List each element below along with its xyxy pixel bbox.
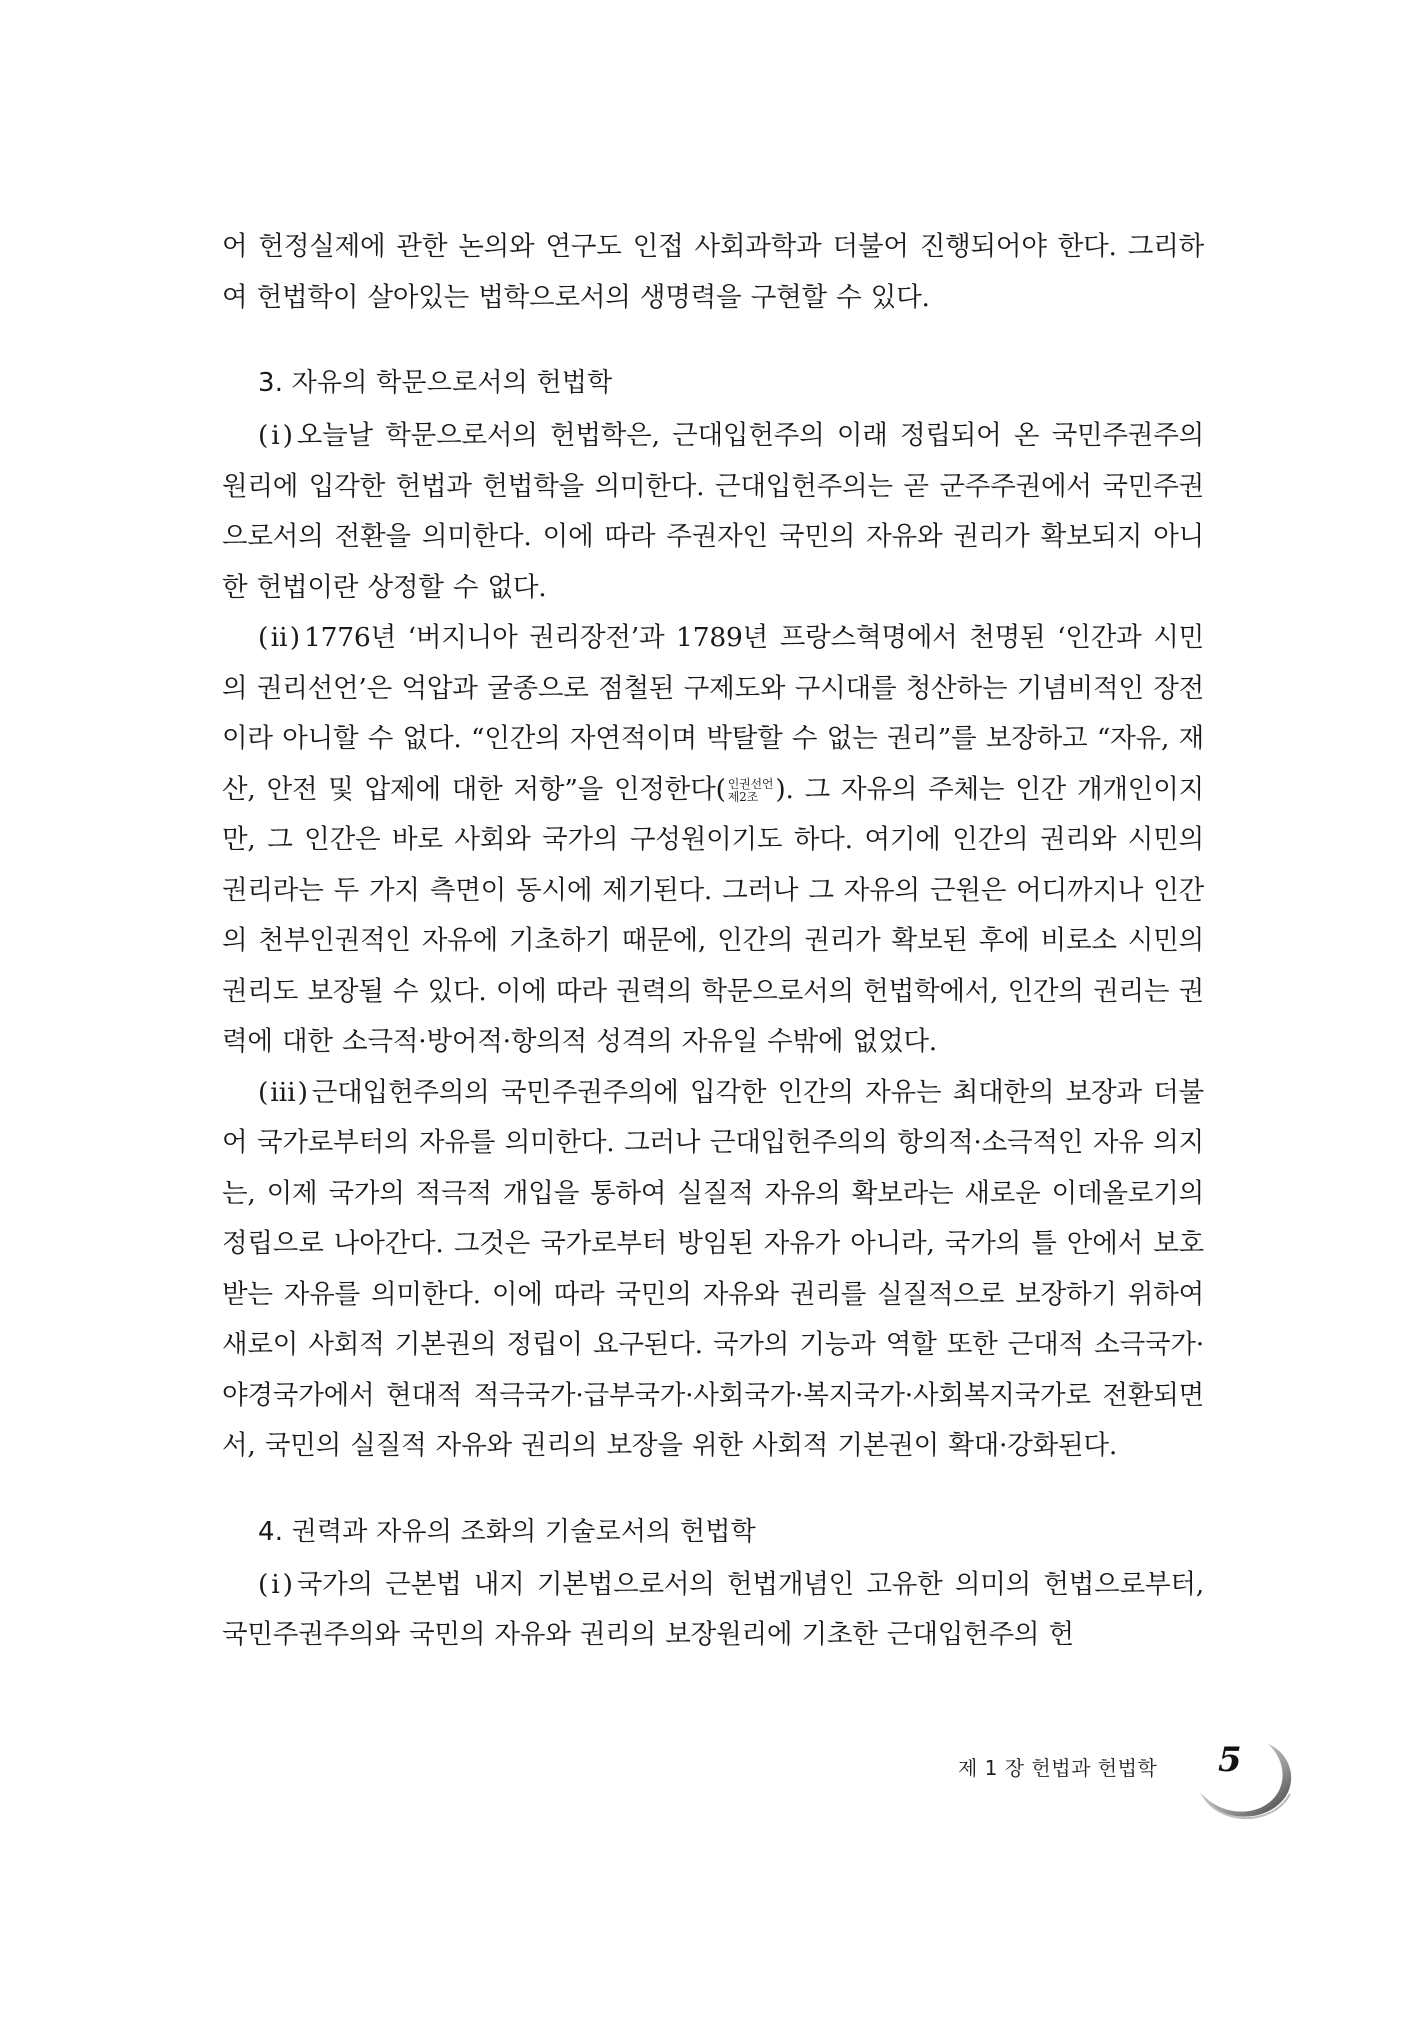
page-number-badge [1196, 1730, 1306, 1840]
item-number: (ⅱ) [258, 622, 300, 653]
page-body [222, 222, 1204, 1661]
paragraph-text: 오늘날 학문으로서의 헌법학은, 근대입헌주의 이래 정립되어 온 국민주권주의 원리에 입각한 헌법과 헌법학을 의미한다. 근대입헌주의는 곧 군주주권에서 국민주권으로서의 전환을 의미한다. 이에 따라 주권자인 국민의 자유와 권리가 확보되지 아니한 헌법이란 상정할 수 없다. [222, 420, 1204, 603]
item-number: (ⅰ) [258, 1568, 293, 1600]
paragraph-continuation: 어 헌정실제에 관한 논의와 연구도 인접 사회과학과 더불어 진행되어야 한다. 그리하여 헌법학이 살아있는 법학으로서의 생명력을 구현할 수 있다. [222, 231, 1204, 313]
paragraph-text: 국가의 근본법 내지 기본법으로서의 헌법개념인 고유한 의미의 헌법으로부터, 국민주권주의와 국민의 자유와 권리의 보장원리에 기초한 근대입헌주의 헌 [222, 1568, 1204, 1650]
paragraph-4-i [222, 1560, 1204, 1661]
paragraph-text: . 그 자유의 주체는 인간 개개인이지만, 그 인간은 바로 사회와 국가의 구성원이기도 하다. 여기에 인간의 권리와 시민의 권리라는 두 가지 측면이 동시에 제기된다. 그러나 그 자유의 근원은 어디까지나 인간의 천부인권적인 자유에 기초하기 때문에, 인간의 권리가 확보된 후에 비로소 시민의 권리도 보장될 수 있다. 이에 따라 권력의 학문으로서의 헌법학에서, 인간의 권리는 권력에 대한 소극적·방어적·항의적 성격의 자유일 수밖에 없었다. [222, 773, 1204, 1057]
paragraph-3-i [222, 411, 1204, 613]
item-number: (ⅰ) [258, 420, 293, 451]
paragraph-3-iii [222, 1068, 1204, 1472]
page-swirl-icon [1196, 1730, 1306, 1840]
reference-top: 인권선언 [727, 776, 774, 791]
inline-reference [728, 778, 774, 804]
paragraph-text: 1776년 ‘버지니아 권리장전’과 1789년 프랑스혁명에서 천명된 ‘인간과 시민의 권리선언’은 억압과 굴종으로 점철된 구제도와 구시대를 청산하는 기념비적인 장전이라 아니할 수 없다. “인간의 자연적이며 박탈할 수 없는 권리”를 보장하고 “자유, 재산, 안전 및 압제에 대한 저항”을 인정한다 [222, 622, 1204, 805]
paragraph-3-ii: (ⅱ) 1776년 ‘버지니아 권리장전’과 1789년 프랑스혁명에서 천명된 ‘인간과 시민의 권리선언’은 억압과 굴종으로 점철된 구제도와 구시대를 청산하는 기념비적인 장전이라 아니할 수 없다. “인간의 자연적이며 박탈할 수 없는 권리”를 보장하고 “자유, 재산, 안전 및 압제에 대한 저항”을 인정한다( 인권선언 제2조 ). 그 자유의 주체는 인간 개개인이지만, 그 인간은 바로 사회와 국가의 구성원이기도 하다. 여기에 인간의 권리와 시민의 권리라는 두 가지 측면이 동시에 제기된다. 그러나 그 자유의 근원은 어디까지나 인간의 천부인권적인 자유에 기초하기 때문에, 인간의 권리가 확보된 후에 비로소 시민의 권리도 보장될 수 있다. 이에 따라 권력의 학문으로서의 헌법학에서, 인간의 권리는 권력에 대한 소극적·방어적·항의적 성격의 자유일 수밖에 없었다. [222, 622, 1204, 1057]
reference-bottom: 제2조 [727, 789, 758, 804]
paragraph-text: 근대입헌주의의 국민주권주의에 입각한 인간의 자유는 최대한의 보장과 더불어 국가로부터의 자유를 의미한다. 그러나 근대입헌주의의 항의적·소극적인 자유 의지는, 이제 국가의 적극적 개입을 통하여 실질적 자유의 확보라는 새로운 이데올로기의 정립으로 나아간다. 그것은 국가로부터 방임된 자유가 아니라, 국가의 틀 안에서 보호받는 자유를 의미한다. 이에 따라 국민의 자유와 권리를 실질적으로 보장하기 위하여 새로이 사회적 기본권의 정립이 요구된다. 국가의 기능과 역할 또한 근대적 소극국가·야경국가에서 현대적 적극국가·급부국가·사회국가·복지국가·사회복지국가로 전환되면서, 국민의 실질적 자유와 권리의 보장을 위한 사회적 기본권이 확대·강화된다. [222, 1076, 1204, 1461]
section-heading-4: 4. 권력과 자유의 조화의 기술로서의 헌법학 [258, 1516, 756, 1547]
running-footer: 제 1 장 헌법과 헌법학 [958, 1756, 1158, 1780]
section-heading-3: 3. 자유의 학문으로서의 헌법학 [258, 368, 613, 398]
page-number: 5 [1218, 1740, 1242, 1780]
item-number: (ⅲ) [258, 1076, 308, 1108]
